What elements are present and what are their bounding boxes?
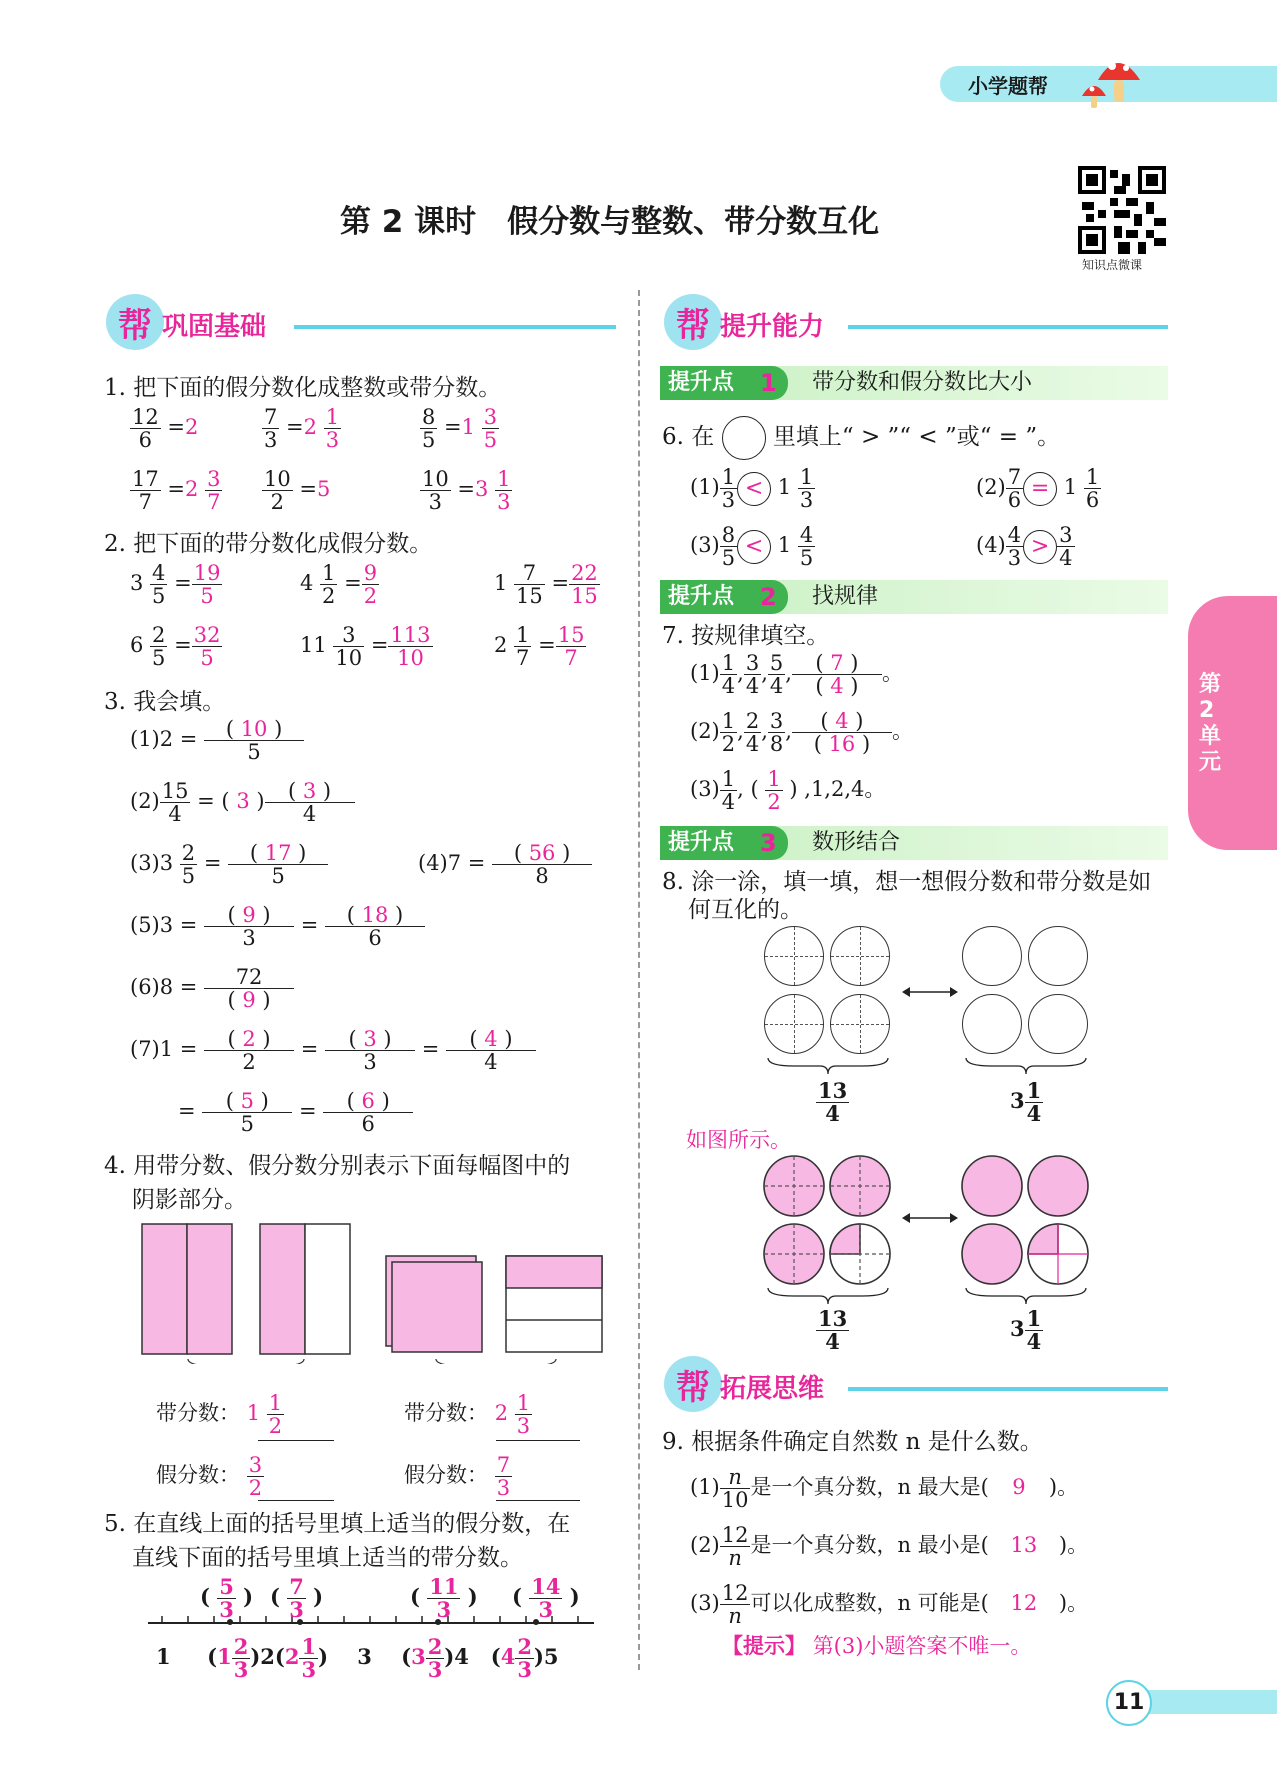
q1-item-1: $\frac{12}{6}$ =2 xyxy=(132,405,199,453)
q3-item-1: (1)2 = $\frac{( 10 )}{5}$ xyxy=(130,718,304,763)
q1-stem: 1. 把下面的假分数化成整数或带分数。 xyxy=(104,375,502,401)
q2-item-3: 1 $\frac{7}{15}$ = $\frac{22}{15}$ xyxy=(494,561,598,609)
q1-item-6: $\frac{10}{3}$ =3 $\frac{1}{3}$ xyxy=(422,467,511,515)
q6-item-1: (1) $\frac{1}{3}$ < 1 $\frac{1}{3}$ xyxy=(690,465,814,513)
point-bar-3: 提升点 3 数形结合 xyxy=(660,826,1168,860)
q4-stem-2: 阴影部分。 xyxy=(132,1187,247,1213)
double-arrow-icon xyxy=(900,984,960,1000)
q4-mixed-label-2: 带分数： 2 $\frac{1}{3}$ xyxy=(404,1391,531,1439)
bang-icon: 帮 xyxy=(118,306,152,346)
q7-item-3: (3) $\frac{1}{4}$ , ( $\frac{1}{2}$ ) ,1,2,4。 xyxy=(690,767,886,815)
q4-improper-label-2: 假分数： $\frac{7}{3}$ xyxy=(404,1453,511,1501)
q8-note: 如图所示。 xyxy=(686,1128,791,1152)
bang-icon: 帮 xyxy=(676,306,710,346)
page-title: 第 2 课时 假分数与整数、带分数互化 xyxy=(340,204,880,240)
nl-top-4: ( $\frac{14}{3}$ ) xyxy=(512,1574,580,1623)
column-divider xyxy=(638,290,640,1670)
q7-item-2: (2) $\frac{1}{2}$ , $\frac{2}{4}$ , $\frac{3}{8}$ , $\frac{( 4 )}{( 16 )}$ 。 xyxy=(690,709,913,757)
section-header-expand: 帮 拓展思维 xyxy=(664,1356,1168,1412)
unit-tab-label: 第2单元 xyxy=(1199,672,1222,775)
q4-underline-2 xyxy=(258,1500,334,1501)
qr-caption: 知识点微课 xyxy=(1082,258,1143,272)
pie-top-4 xyxy=(830,994,890,1054)
mushroom-icon xyxy=(1080,44,1150,118)
nl-top-3: ( $\frac{11}{3}$ ) xyxy=(410,1574,478,1623)
q3-item-5: (5)3 = $\frac{( 9 )}{3}$ = $\frac{( 18 )}{6}$ xyxy=(130,904,425,949)
q7-item-1: (1) $\frac{1}{4}$ , $\frac{3}{4}$ , $\frac{5}{4}$ , $\frac{( 7 )}{( 4 )}$ 。 xyxy=(690,651,903,699)
q8-answer-pies-right xyxy=(960,1154,1100,1294)
pie-top-5 xyxy=(962,926,1022,986)
q4-stem-1: 4. 用带分数、假分数分别表示下面每幅图中的 xyxy=(104,1153,571,1179)
q5-stem-2: 直线下面的括号里填上适当的带分数。 xyxy=(132,1545,523,1571)
q9-item-3: (3) $\frac{12}{n}$ 可以化成整数，n 可能是( 12 )。 xyxy=(690,1581,1089,1629)
page-number: 11 xyxy=(1106,1680,1152,1726)
q2-stem: 2. 把下面的带分数化成假分数。 xyxy=(104,531,433,557)
q8-stem-1: 8. 涂一涂，填一填，想一想假分数和带分数是如 xyxy=(662,869,1152,895)
brand-label: 小学题帮 xyxy=(968,74,1048,98)
q4-mixed-label-1: 带分数： 1 $\frac{1}{2}$ xyxy=(156,1391,283,1439)
q3-item-4: (4)7 = $\frac{( 56 )}{8}$ xyxy=(418,842,592,887)
pie-top-6 xyxy=(1028,926,1088,986)
q2-item-5: 11 $\frac{3}{10}$ = $\frac{113}{10}$ xyxy=(300,623,431,671)
q8-answer-pies-left xyxy=(762,1154,902,1294)
q3-item-7: (7)1 = $\frac{( 2 )}{2}$ = $\frac{( 3 )}{3}$ = $\frac{( 4 )}{4}$ xyxy=(130,1028,536,1073)
q1-item-2: $\frac{7}{3}$ =2 $\frac{1}{3}$ xyxy=(264,405,340,453)
pie-top-7 xyxy=(962,994,1022,1054)
q8-top-improper: $\frac{13}{4}$ xyxy=(818,1078,848,1127)
q1-item-3: $\frac{8}{5}$ =1 $\frac{3}{5}$ xyxy=(422,405,498,453)
q2-item-6: 2 $\frac{1}{7}$ = $\frac{15}{7}$ xyxy=(494,623,585,671)
q8-bottom-improper: $\frac{13}{4}$ xyxy=(818,1306,848,1355)
q9-tip: 【提示】 第(3)小题答案不唯一。 xyxy=(722,1633,1032,1658)
q3-item-3: (3)3 $\frac{2}{5}$ = $\frac{( 17 )}{5}$ xyxy=(130,842,328,887)
qr-code-icon[interactable] xyxy=(1078,166,1166,258)
q5-stem-1: 5. 在直线上面的括号里填上适当的假分数，在 xyxy=(104,1511,571,1537)
q8-bottom-mixed: 3 $\frac{1}{4}$ xyxy=(1010,1306,1042,1355)
section-header-improve: 帮 提升能力 xyxy=(664,294,1168,350)
q6-item-2: (2) $\frac{7}{6}$ = 1 $\frac{1}{6}$ xyxy=(976,465,1100,513)
q4-underline-3 xyxy=(496,1440,580,1441)
q1-item-4: $\frac{17}{7}$ =2 $\frac{3}{7}$ xyxy=(132,467,221,515)
pie-top-1 xyxy=(764,926,824,986)
q2-item-1: 3 $\frac{4}{5}$ = $\frac{19}{5}$ xyxy=(130,561,221,609)
q3-item-7b: = $\frac{( 5 )}{5}$ = $\frac{( 6 )}{6}$ xyxy=(178,1090,413,1135)
q9-item-2: (2) $\frac{12}{n}$ 是一个真分数，n 最小是( 13 )。 xyxy=(690,1523,1089,1571)
q4-underline-4 xyxy=(496,1500,580,1501)
pie-top-8 xyxy=(1028,994,1088,1054)
brace-top xyxy=(764,1056,1094,1080)
q8-top-mixed: 3 $\frac{1}{4}$ xyxy=(1010,1078,1042,1127)
point-bar-1: 提升点 1 带分数和假分数比大小 xyxy=(660,366,1168,400)
nl-top-2: ( $\frac{7}{3}$ ) xyxy=(270,1574,324,1623)
brace-bottom xyxy=(764,1286,1094,1310)
q3-item-6: (6)8 = $\frac{72}{( 9 )}$ xyxy=(130,966,294,1011)
double-arrow-icon-2 xyxy=(900,1210,960,1226)
q8-stem-2: 何互化的。 xyxy=(688,897,803,923)
q9-item-1: (1) $\frac{n}{10}$ 是一个真分数，n 最大是( 9 )。 xyxy=(690,1465,1079,1513)
q4-improper-label-1: 假分数： $\frac{3}{2}$ xyxy=(156,1453,263,1501)
q4-figures xyxy=(136,1214,616,1364)
q4-underline-1 xyxy=(258,1440,334,1441)
pie-top-2 xyxy=(830,926,890,986)
section-header-basics: 帮 巩固基础 xyxy=(106,294,616,350)
bang-icon: 帮 xyxy=(676,1368,710,1408)
pie-top-3 xyxy=(764,994,824,1054)
q3-stem: 3. 我会填。 xyxy=(104,689,226,715)
nl-top-1: ( $\frac{5}{3}$ ) xyxy=(200,1574,254,1623)
q6-item-3: (3) $\frac{8}{5}$ < 1 $\frac{4}{5}$ xyxy=(690,523,814,571)
point-bar-2: 提升点 2 找规律 xyxy=(660,580,1168,614)
q3-item-2: (2) $\frac{15}{4}$ = ( 3 ) $\frac{( 3 )}{4}$ xyxy=(130,780,355,825)
q9-stem: 9. 根据条件确定自然数 n 是什么数。 xyxy=(662,1429,1043,1455)
q6-item-4: (4) $\frac{4}{3}$ > $\frac{3}{4}$ xyxy=(976,523,1073,571)
q6-stem: 6. 在 里填上“ > ”“ < ”或“ = ”。 xyxy=(662,416,1060,460)
q7-stem: 7. 按规律填空。 xyxy=(662,623,830,649)
nl-bottom: 1 (1 $\frac{2}{3}$ )2(2 $\frac{1}{3}$ ) 3 (3 $\frac{2}{3}$ )4 (4 $\frac{2}{3}$ )5 xyxy=(156,1634,559,1683)
q2-item-2: 4 $\frac{1}{2}$ = $\frac{9}{2}$ xyxy=(300,561,378,609)
q1-item-5: $\frac{10}{2}$ =5 xyxy=(264,467,331,515)
q2-item-4: 6 $\frac{2}{5}$ = $\frac{32}{5}$ xyxy=(130,623,221,671)
